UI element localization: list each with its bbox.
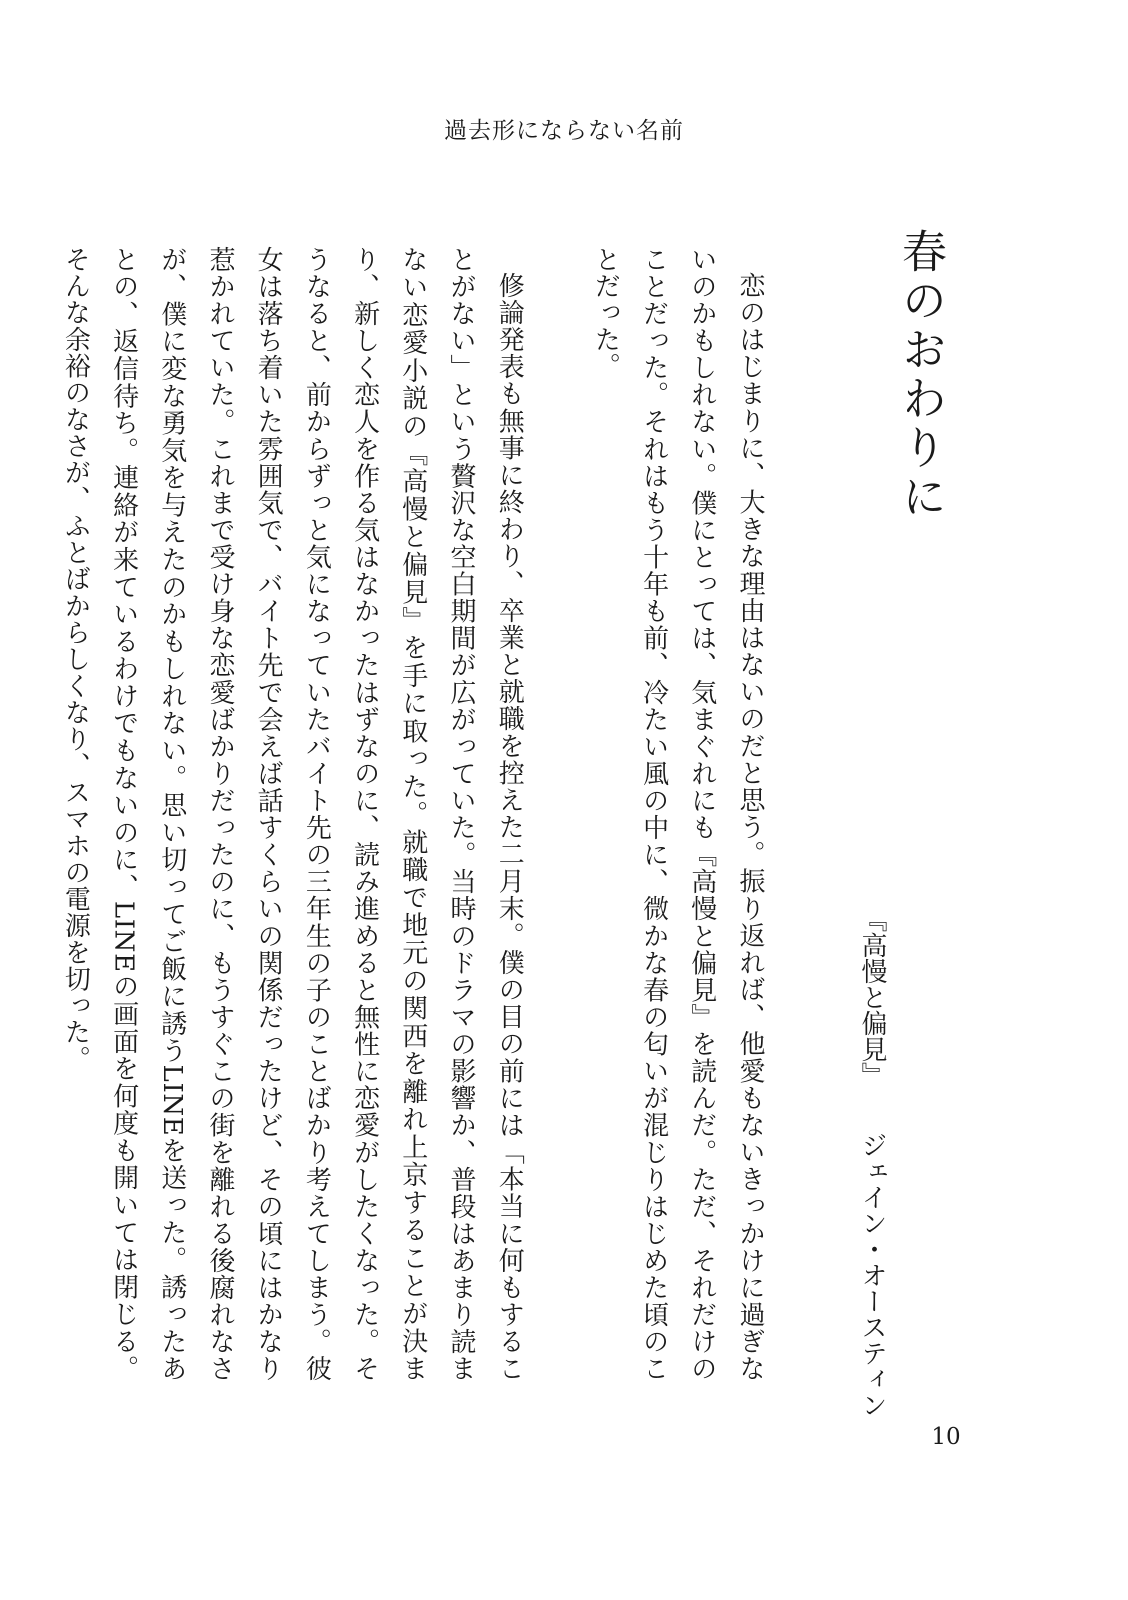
paragraph-1: 恋のはじまりに、大きな理由はないのだと思う。振り返れば、他愛もないきっかけに過ぎないのかもしれない。僕にとっては、気まぐれにも『高慢と偏見』を読んだ。ただ、それだけのことだった。それはもう十年も前、冷たい風の中に、微かな春の匂いが混じりはじめた頃のことだった。 [590,246,765,1382]
epigraph-author: ジェイン・オースティン [857,1132,887,1418]
paragraph-2: 修論発表も無事に終わり、卒業と就職を控えた二月末。僕の目の前には「本当に何もすることがない」という贅沢な空白期間が広がっていた。当時のドラマの影響か、普段はあまり読まない恋愛小説の『高慢と偏見』を手に取った。就職で地元の関西を離れ上京することが決まり、新しく恋人を作る気はなかったはずなのに、読み進めると無性に恋愛がしたくなった。そうなると、前からずっと気になっていたバイト先の三年生の子のことばかり考えてしまう。彼女は落ち着いた雰囲気で、バイト先で会えば話すくらいの関係だったけど、その頃にはかなり惹かれていた。これまで受け身な恋愛ばかりだったのに、もうすぐこの街を離れる後腐れなさが、僕に変な勇気を与えたのかもしれない。思い切ってご飯に誘うLINEを送った。誘ったあとの、返信待ち。連絡が来ているわけでもないのに、LINEの画面を何度も開いては閉じる。そんな余裕のなさが、ふとばからしくなり、スマホの電源を切った。 [60,246,525,1382]
body-text [60,246,774,1382]
epigraph-work: 『高慢と偏見』 [857,906,887,1088]
page-number: 10 [931,1424,961,1450]
chapter-title: 春のおわりに [894,228,947,522]
epigraph [810,906,890,1418]
running-head: 過去形にならない名前 [444,118,684,144]
